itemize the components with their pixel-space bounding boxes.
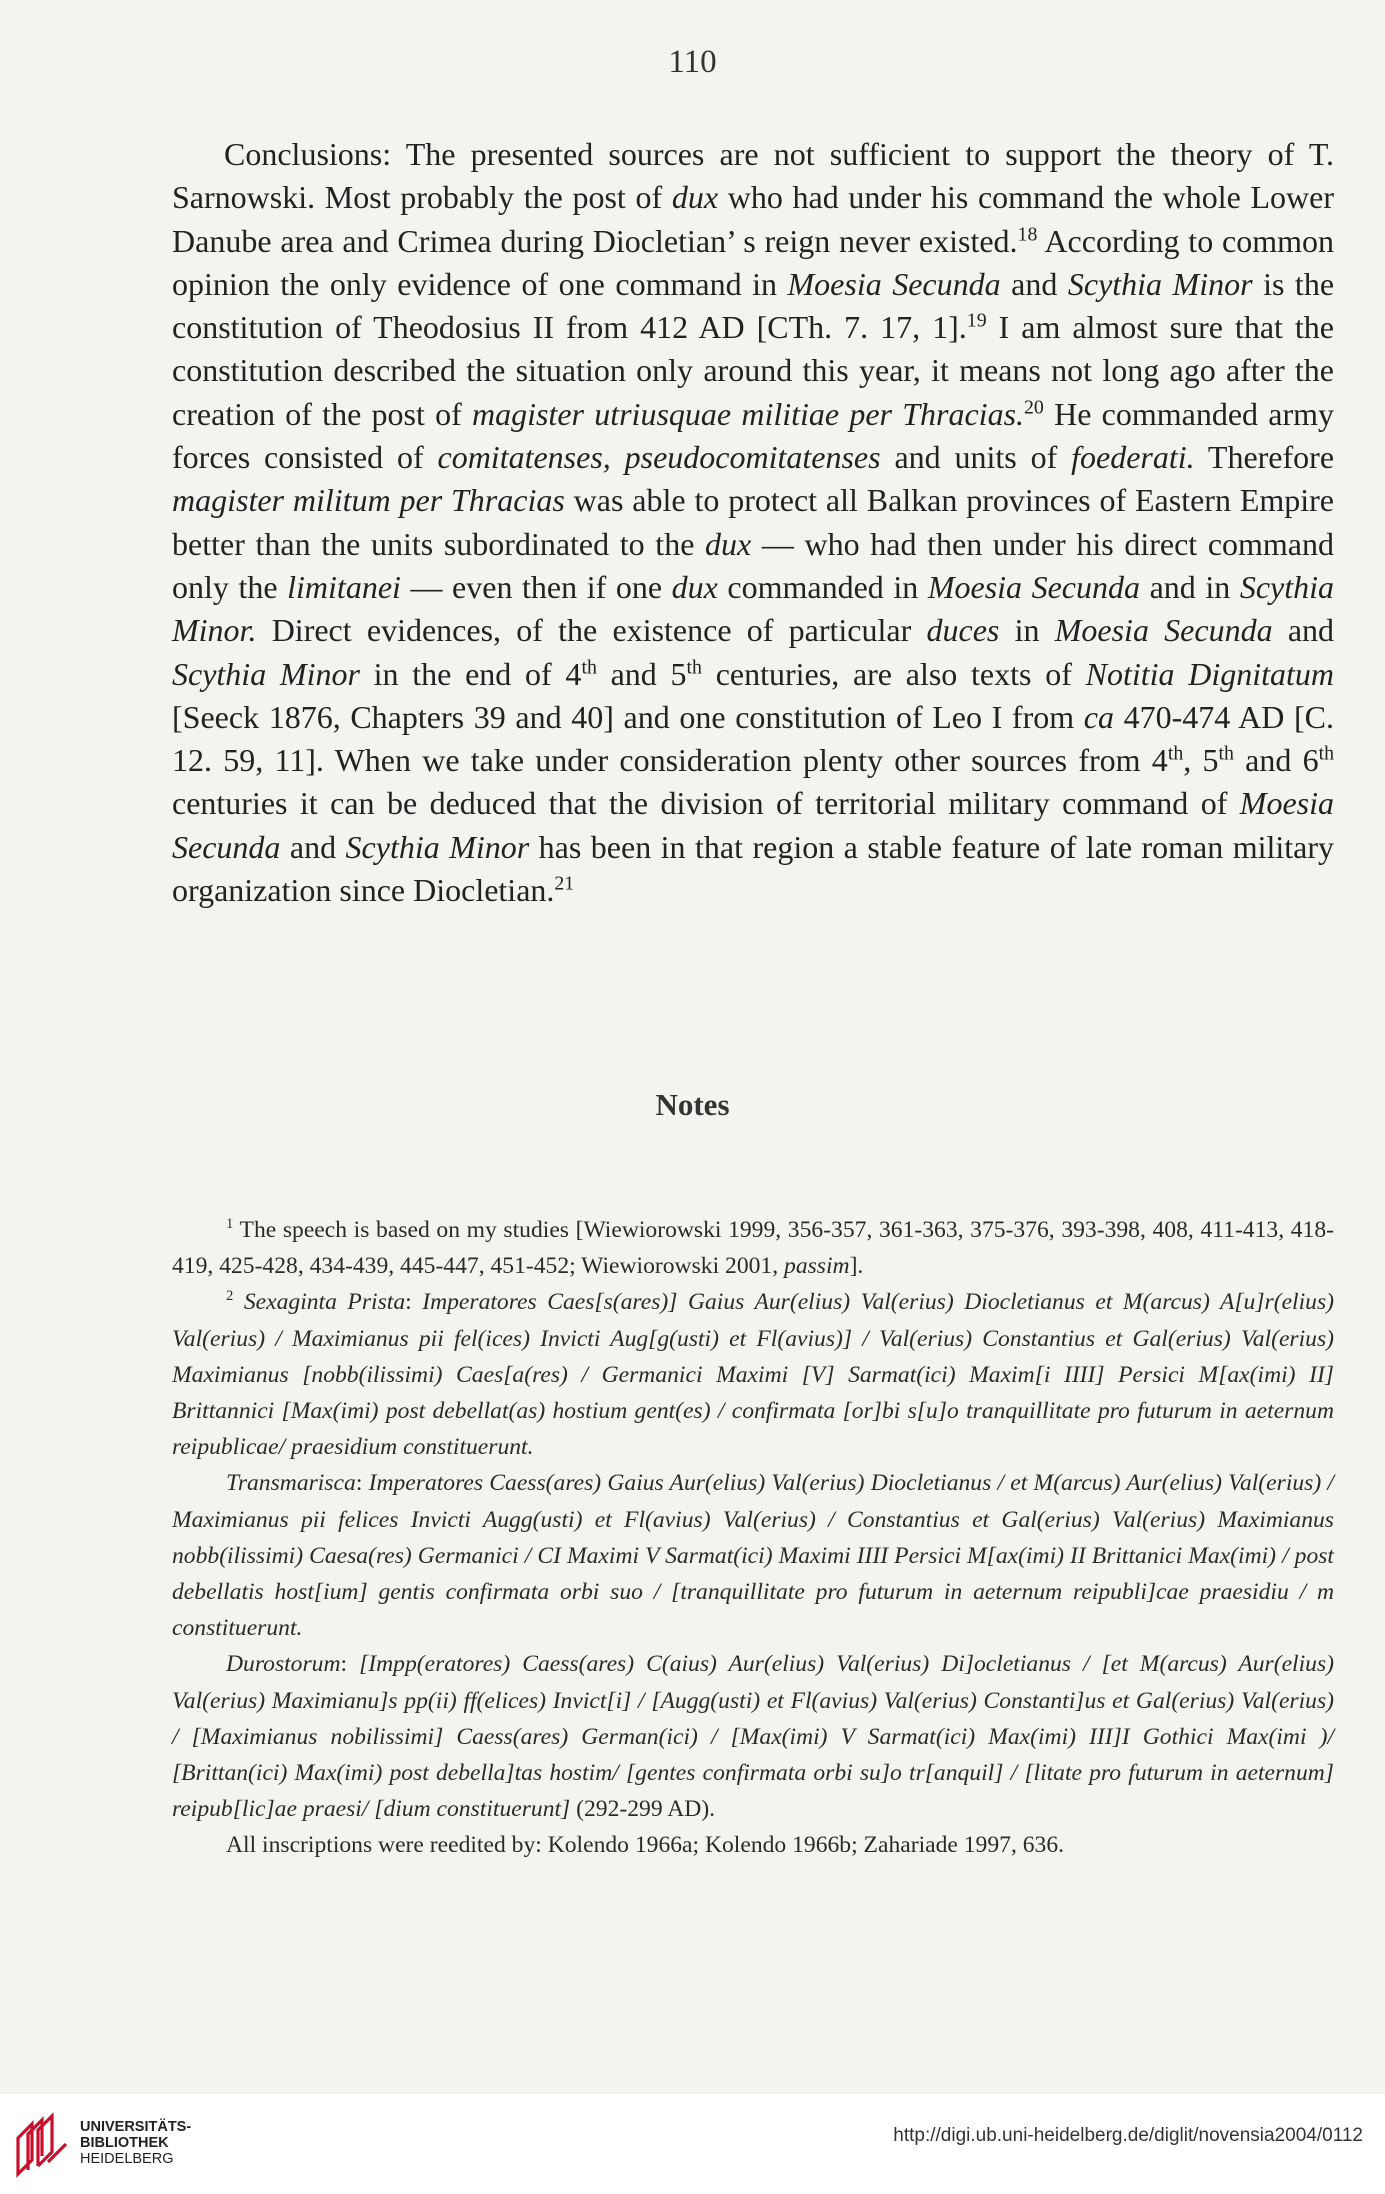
text-run: , 5: [1183, 742, 1219, 779]
italic-text: foederati.: [1071, 439, 1195, 476]
source-url-link[interactable]: http://digi.ub.uni-heidelberg.de/diglit/novensia2004/0112: [893, 2125, 1363, 2146]
text-run: in the end of 4: [359, 655, 582, 692]
footnote-ref: th: [686, 655, 702, 678]
text-run: The speech is based on my studies [Wiewiorowski 1999, 356-357, 361-363, 375-376, 393-398, 408, 411-413, 418-419, 425-428, 434-439, 445-447, 451-452; Wiewiorowski 2001,: [172, 1217, 1334, 1280]
italic-text: Transmarisca: [226, 1470, 356, 1497]
italic-text: Moesia Secunda: [1054, 612, 1273, 649]
notes-section: [172, 1212, 1334, 1864]
text-run: — who had then under his direct command only the: [172, 525, 1334, 605]
italic-text: comitatenses, pseudocomitatenses: [437, 439, 881, 476]
text-run: Conclusions: The presented sources are not sufficient to support the theory of T. Sarnowski. Most probably the post of: [172, 136, 1334, 216]
library-name-line-1: UNIVERSITÄTS-: [80, 2119, 192, 2135]
footnote-ref: 20: [1024, 396, 1044, 419]
text-run: [Seeck 1876, Chapters 39 and 40] and one constitution of Leo I from: [172, 698, 1084, 735]
italic-text: dux: [671, 179, 719, 216]
text-run: in: [999, 612, 1055, 649]
text-run: centuries, are also texts of: [701, 655, 1086, 692]
text-run: I am almost sure that the constitution described the situation only around this year, it means not long ago after the creation of the post of: [172, 309, 1335, 432]
italic-text: passim: [784, 1253, 850, 1280]
text-run: Therefore: [1194, 439, 1335, 476]
text-run: According to common opinion the only evidence of one command in: [172, 222, 1335, 302]
text-run: and in: [1140, 568, 1240, 605]
italic-text: Scythia Minor: [345, 828, 530, 865]
library-name: [80, 2119, 191, 2167]
italic-text: Scythia Minor: [172, 655, 360, 692]
text-run: :: [355, 1470, 369, 1497]
text-run: has been in that region a stable feature of late roman military organization since Diocletian.: [172, 828, 1335, 909]
italic-text: magister militum per Thracias: [172, 482, 565, 519]
text-run: :: [340, 1651, 360, 1678]
text-run: who had under his command the whole Lower Danube area and Crimea during Diocletian’ s reign never existed.: [172, 179, 1335, 259]
text-run: and: [1272, 612, 1335, 649]
library-name-line-2: BIBLIOTHEK: [80, 2135, 169, 2151]
text-run: [233, 1289, 244, 1315]
italic-text: limitanei: [287, 568, 401, 605]
italic-text: dux: [671, 568, 718, 605]
text-run: :: [405, 1289, 423, 1316]
italic-text: Imperatores Caess(ares) Gaius Aur(elius) Val(erius) Diocletianus / et M(arcus) Aur(elius) Val(erius) / Maximianus pii felices Invicti Augg(usti) et Fl(avius) Val(erius) / Constantius et Gal(erius) Val(erius) Maximianus nobb(ilissimi) Caesa(res) Germanici / CI Maximi V Sarmat(ici) Maximi IIII Persici M[ax(imi) II Brittanici Max(imi) / post debellatis host[ium] gentis confirmata orbi suo / [tranquillitate pro futurum in aeternum reipubli]cae praesidiu / m constituerunt.: [172, 1470, 1334, 1642]
footnote-ref: 1: [226, 1216, 234, 1233]
italic-text: ca: [1083, 698, 1114, 735]
note-paragraph: [172, 1212, 1334, 1284]
italic-text: magister utriusquae militiae per Thracias.: [471, 395, 1025, 432]
footnote-ref: th: [1318, 742, 1335, 765]
footnote-ref: th: [581, 655, 597, 678]
italic-text: Sexaginta Prista: [243, 1289, 406, 1316]
italic-text: Moesia Secunda: [927, 568, 1141, 605]
footnote-ref: 2: [226, 1288, 234, 1305]
footnote-ref: th: [1218, 742, 1234, 765]
text-run: and: [1000, 265, 1068, 302]
footnote-ref: 18: [1017, 222, 1038, 245]
italic-text: [Impp(eratores) Caess(ares) C(aius) Aur(elius) Val(erius) Di]ocletianus / [et M(arcus) Aur(elius) Val(erius) Maximianu]s pp(ii) ff(elices) Invict[i] / [Augg(usti) et Fl(avius) Val(erius) Constanti]us et Gal(erius) Val(erius) / [Maximianus nobilissimi] Caess(ares) German(ici) / [Max(imi) V Sarmat(ici) Max(imi) III]I Gothici Max(imi )/ [Brittan(ici) Max(imi) post debella]tas hostim/ [gentes confirmata orbi su]o tr[anquil] / [litate pro futurum in aeternum] reipub[lic]ae praesi/ [dium constituerunt]: [172, 1651, 1334, 1823]
text-run: — even then if one: [400, 568, 672, 605]
main-body-text: [172, 133, 1334, 912]
text-run: and 6: [1233, 742, 1319, 779]
italic-text: Scythia Minor.: [172, 568, 1335, 649]
italic-text: Moesia Secunda: [172, 785, 1334, 865]
italic-text: Moesia Secunda: [787, 265, 1001, 302]
footnote-ref: 19: [966, 309, 987, 332]
note-paragraph: [172, 1284, 1334, 1465]
text-run: and: [280, 828, 346, 865]
text-run: 470-474 AD [C. 12. 59, 11]. When we take under consideration plenty other sources from 4: [172, 698, 1335, 779]
footnote-ref: 21: [554, 872, 575, 895]
notes-heading: Notes: [655, 1087, 730, 1122]
text-run: All inscriptions were reedited by: Kolendo 1966a; Kolendo 1966b; Zahariade 1997, 636.: [226, 1832, 1065, 1859]
text-run: Direct evidences, of the existence of particular: [256, 612, 927, 649]
text-run: ].: [849, 1253, 864, 1280]
library-name-line-3: HEIDELBERG: [80, 2151, 174, 2167]
note-paragraph: [172, 1827, 1334, 1863]
text-run: He commanded army forces consisted of: [172, 395, 1334, 476]
conclusions-paragraph: [172, 133, 1334, 912]
note-paragraph: [172, 1465, 1334, 1646]
italic-text: duces: [926, 612, 1000, 649]
page-number: 110: [668, 44, 717, 80]
text-run: (292-299 AD).: [570, 1796, 716, 1823]
text-run: centuries it can be deduced that the division of territorial military command of: [172, 785, 1240, 822]
text-run: and 5: [596, 655, 687, 692]
italic-text: Notitia Dignitatum: [1085, 655, 1335, 692]
text-run: was able to protect all Balkan provinces of Eastern Empire better than the units subordinated to the: [172, 482, 1335, 562]
italic-text: Scythia Minor: [1067, 265, 1253, 302]
italic-text: dux: [705, 525, 752, 562]
italic-text: Durostorum: [226, 1651, 341, 1678]
text-run: commanded in: [717, 568, 928, 605]
footnote-ref: th: [1167, 742, 1184, 765]
italic-text: Imperatores Caes[s(ares)] Gaius Aur(elius) Val(erius) Diocletianus et M(arcus) A[u]r(elius) Val(erius) / Maximianus pii fel(ices) Invicti Aug[g(usti) et Fl(avius)] / Val(erius) Constantius et Gal(erius) Val(erius) Maximianus [nobb(ilissimi) Caes[a(res) / Germanici Maximi [V] Sarmat(ici) Maxim[i IIII] Persici M[ax(imi) II] Brittannici [Max(imi) post debellat(as) hostium gent(es) / confirmata [or]bi s[u]o tranquillitate pro futurum in aeternum reipublicae/ praesidium constituerunt.: [172, 1289, 1334, 1461]
text-run: and units of: [880, 439, 1072, 476]
text-run: is the constitution of Theodosius II from 412 AD [CTh. 7. 17, 1].: [172, 265, 1335, 346]
note-paragraph: [172, 1646, 1334, 1827]
library-logo-icon: [14, 2112, 70, 2178]
